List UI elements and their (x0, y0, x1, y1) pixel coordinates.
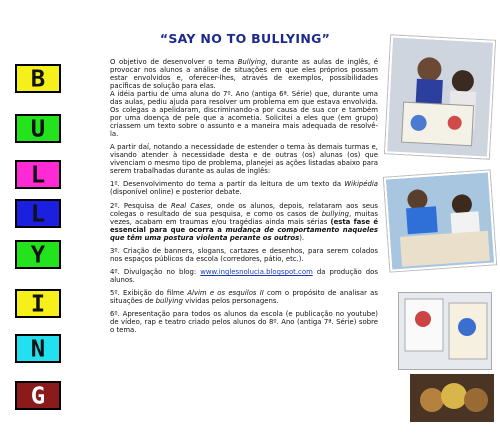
classroom-banners-photo (398, 292, 492, 370)
letter-block-2 (15, 114, 61, 143)
letter-block-1 (15, 64, 61, 93)
step-1: 1º. Desenvolvimento do tema a partir da leitura de um texto da Wikipédia (disponível online) e posterior debate. (110, 180, 378, 197)
letter-block-6 (15, 289, 61, 318)
context-paragraph: A partir daí, notando a necessidade de estender o tema às demais turmas e, visando atender à necessidade desta e de outras (os) alunas (os) que vivenciam o mesmo tipo de problema, planejei as ações listadas abaixo para serem trabalhadas durante as aulas de inglês: (110, 143, 378, 176)
letter-block-8 (15, 381, 61, 410)
students-drawing-photo (384, 170, 496, 271)
letter-glyph: L (30, 200, 46, 227)
letter-block-5 (15, 240, 61, 269)
step-5: 5º. Exibição do filme Alvim e os esquilos II com o propósito de analisar as situações de bullying vividas pelos personagens. (110, 289, 378, 306)
intro-paragraph: O objetivo de desenvolver o tema Bullying, durante as aulas de inglês, é provocar nos alunos a análise de situações em que eles próprios possam estar envolvidos e, oferecer-lhes, através de exemplos, possibilidades pacíficas de solução para elas. A idéia partiu de uma aluna do 7º. Ano (antiga 6ª. Série) que, durante uma das aulas, pediu ajuda para resolver um problema em que estava envolvida. Os colegas a apelidaram, discriminando-a por causa de sua cor e também por uma doença de pele que a acometia. Solicitei a eles que (em grupo) criassem um texto sobre o assunto e a maneira mais adequada de resolvê-la. (110, 58, 378, 138)
letter-glyph: N (30, 335, 46, 362)
step-6: 6º. Apresentação para todos os alunos da escola (e publicação no youtube) de vídeo, rap e teatro criado pelos alunos do 8º. Ano (antiga 7ª. Série) sobre o tema. (110, 310, 378, 335)
letter-glyph: I (30, 290, 46, 317)
step-2: 2º. Pesquisa de Real Cases, onde os alunos, depois, relataram aos seus colegas o resultado de sua pesquisa, e como os casos de bullying, muitas vezes, acabam em traumas e/ou tragédias ainda mais sérias (esta fase é essencial para que ocorra a mudança de comportamento naqueles que têm uma postura violenta perante os outros). (110, 201, 379, 242)
movie-still-photo (410, 374, 494, 422)
letter-glyph: Y (30, 241, 46, 268)
step-4: 4º. Divulgação no blog: www.inglesnolucia.blogspot.com da produção dos alunos. (110, 267, 378, 284)
page-title: “SAY NO TO BULLYING” (159, 31, 331, 46)
letter-block-4 (15, 199, 61, 228)
letter-glyph: U (30, 115, 46, 142)
letter-block-3 (15, 160, 61, 189)
letter-block-7 (15, 334, 61, 363)
letter-glyph: L (30, 161, 46, 188)
students-holding-poster-photo (385, 35, 495, 158)
blog-link[interactable]: www.inglesnolucia.blogspot.com (200, 267, 313, 276)
letter-glyph: B (30, 65, 46, 92)
letter-glyph: G (30, 382, 46, 409)
body-text (110, 58, 378, 334)
step-3: 3º. Criação de banners, slogans, cartazes e desenhos, para serem colados nos espaços públicos da escola (corredores, pátio, etc.). (110, 246, 378, 263)
